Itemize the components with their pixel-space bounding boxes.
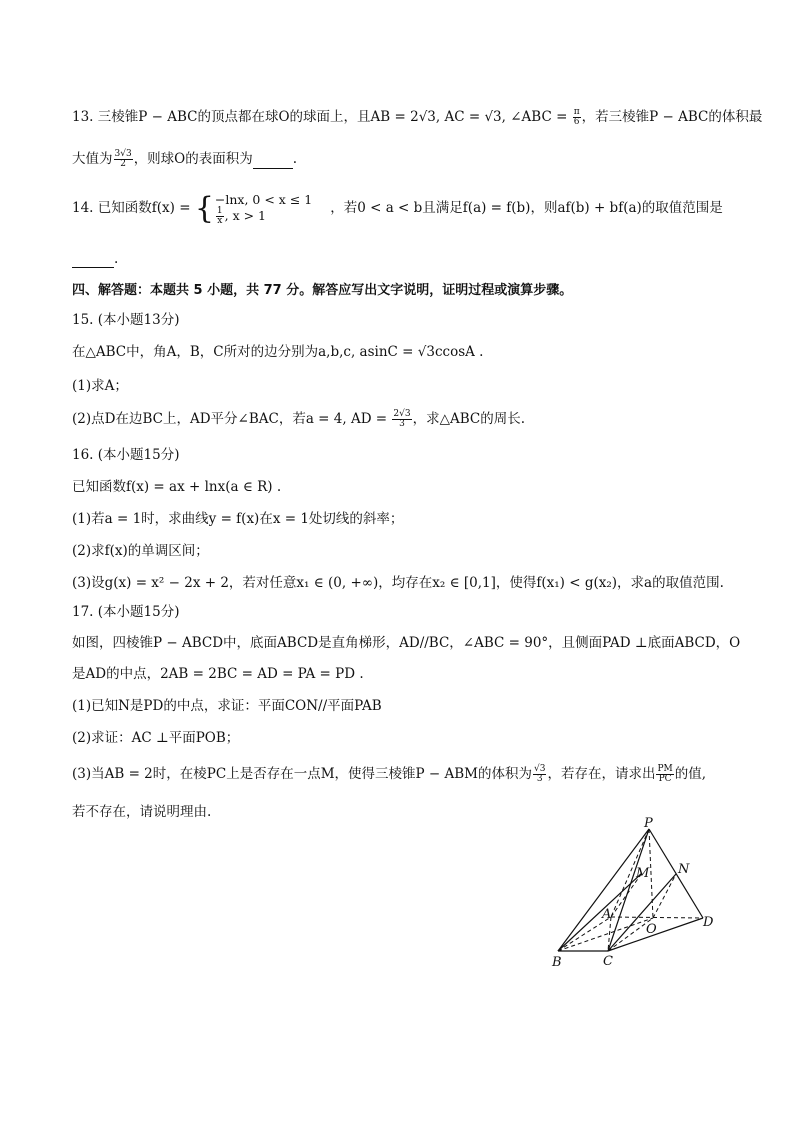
q14-line2 [72,250,734,268]
q17-stem-line2: 是AD的中点，2AB = 2BC = AD = PA = PD . [72,666,364,682]
case-2 [215,207,312,226]
frac-num: 1 [216,205,223,216]
q14-text: 14. 已知函数f(x) = [72,200,195,216]
fraction-ad [392,410,411,429]
q13-line2 [72,150,734,169]
edge-PC [608,829,649,951]
frac-num: 3√3 [114,149,132,159]
q16-stem: 已知函数f(x) = ax + lnx(a ∈ R) . [72,479,282,495]
q13-text2: 大值为 [72,151,113,167]
q17-title: 17. (本小题15分) [72,604,180,620]
fraction-1-over-x [216,207,224,226]
fraction-pm-pc [656,765,673,784]
label-P: P [644,816,653,831]
q13-text: 13. 三棱锥P − ABC的顶点都在球O的球面上，且AB = 2√3, AC = √3, ∠ABC = [72,109,572,125]
frac-num: 2√3 [393,409,411,419]
frac-den: 3 [399,419,405,429]
q13-text-tail: ，若三棱锥P − ABC的体积最 [581,109,763,125]
q15-part2-text: (2)点D在边BC上，AD平分∠BAC，若a = 4, AD = [72,411,392,427]
left-brace: { [194,190,214,226]
segment-BO [558,918,653,951]
answer-blank [253,154,293,169]
label-C: C [603,954,613,969]
answer-blank [72,253,114,268]
q15-part2-tail: ，求△ABC的周长. [412,411,526,427]
q16-part1: (1)若a = 1时，求曲线y = f(x)在x = 1处切线的斜率； [72,511,404,527]
q17-part3-tail: 的值, [674,766,707,782]
frac-den: 3 [536,774,543,784]
case-1: −lnx, 0 < x ≤ 1 [214,191,313,207]
q16-part2: (2)求f(x)的单调区间； [72,543,209,559]
edge-PB [558,829,649,951]
q16-title: 16. (本小题15分) [72,447,180,463]
pyramid-figure [540,815,730,975]
edge-BA [558,917,611,951]
label-D: D [703,915,714,930]
q17-stem-line1: 如图，四棱锥P − ABCD中，底面ABCD是直角梯形，AD//BC，∠ABC = 90°，且侧面PAD ⊥底面ABCD，O [72,635,741,651]
frac-num: PM [657,764,673,774]
segment-BM [558,873,642,951]
q17-part3-mid: ，若存在，请求出 [547,766,656,782]
section-header: 四、解答题：本题共 5 小题，共 77 分。解答应写出文字说明，证明过程或演算步骤。 [72,283,573,298]
q16-part3: (3)设g(x) = x² − 2x + 2，若对任意x₁ ∈ (0, +∞)，均存在x₂ ∈ [0,1]，使得f(x₁) < g(x₂)，求a的取值范围. [72,575,724,591]
case-2-tail: , x > 1 [224,207,267,223]
edge-AD [611,917,703,918]
label-O: O [646,922,657,937]
q17-part3-text: (3)当AB = 2时，在棱PC上是否存在一点M，使得三棱锥P − ABM的体积为 [72,766,532,782]
q13-line1 [72,107,763,127]
q15-title: 15. (本小题13分) [72,312,180,328]
frac-den: 6 [573,117,580,127]
fraction-pi-over-6 [573,108,581,127]
q14-text-tail: ，若0 < a < b且满足f(a) = f(b)，则af(b) + bf(a)的取值范围是 [330,200,723,216]
fraction-max-volume [114,150,133,169]
q14-end: . [114,251,119,267]
q17-part1: (1)已知N是PD的中点，求证：平面CON//平面PAB [72,698,382,714]
label-B: B [552,955,562,970]
piecewise-cases [215,192,312,226]
label-A: A [602,907,612,922]
label-M: M [636,866,650,881]
q13-end: . [292,151,298,167]
frac-den: 2 [120,159,126,169]
frac-den: PC [658,774,672,784]
q17-part4: 若不存在，请说明理由. [72,804,212,820]
edge-PD [649,829,703,918]
q13-text2-tail: ，则球O的表面积为 [133,151,253,167]
q17-part3 [72,765,734,784]
q15-part2 [72,410,734,429]
frac-den: x [217,215,223,226]
label-N: N [678,862,690,877]
frac-num: π [573,107,580,117]
q15-part1: (1)求A； [72,378,128,394]
q17-part2: (2)求证：AC ⊥平面POB； [72,730,240,746]
q14-line1 [72,188,734,228]
q15-stem: 在△ABC中，角A，B，C所对的边分别为a,b,c, asinC = √3ccosA . [72,344,484,360]
fraction-volume [533,765,546,784]
frac-num: √3 [533,764,546,774]
